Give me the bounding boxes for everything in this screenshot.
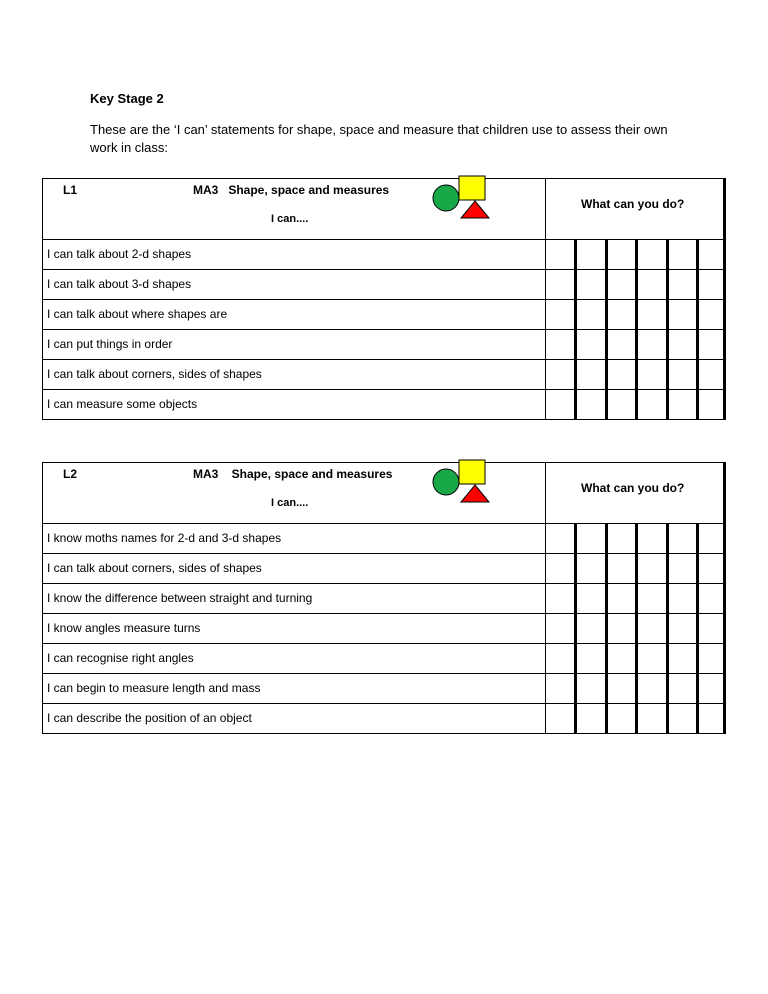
tick-column-divider	[635, 644, 638, 673]
statement-text: I can put things in order	[43, 330, 546, 359]
tick-column-divider	[635, 300, 638, 329]
tick-column-divider	[574, 270, 577, 299]
tick-column-divider	[696, 584, 699, 613]
tick-column-divider	[696, 360, 699, 389]
tick-column-divider	[666, 524, 669, 553]
tick-column-divider	[666, 360, 669, 389]
tick-column-divider	[666, 674, 669, 703]
tick-column-divider	[605, 584, 608, 613]
tick-column-divider	[605, 300, 608, 329]
tick-column-divider	[666, 330, 669, 359]
tick-column-divider	[666, 240, 669, 269]
tick-boxes	[546, 390, 723, 419]
page-heading: Key Stage 2	[90, 91, 164, 106]
tick-column-divider	[574, 524, 577, 553]
tick-boxes	[546, 704, 723, 733]
tick-column-divider	[696, 300, 699, 329]
tick-column-divider	[635, 240, 638, 269]
tick-column-divider	[696, 644, 699, 673]
tick-column-divider	[605, 614, 608, 643]
tick-column-divider	[605, 554, 608, 583]
what-can-you-do-label: What can you do?	[581, 481, 685, 495]
tick-boxes	[546, 554, 723, 583]
tick-column-divider	[574, 390, 577, 419]
tick-column-divider	[696, 270, 699, 299]
table-header	[42, 178, 726, 240]
tick-column-divider	[574, 554, 577, 583]
tick-boxes	[546, 614, 723, 643]
tick-column-divider	[666, 554, 669, 583]
tick-column-divider	[635, 360, 638, 389]
tick-column-divider	[696, 554, 699, 583]
statement-text: I can talk about where shapes are	[43, 300, 546, 329]
tick-column-divider	[696, 390, 699, 419]
statement-text: I know moths names for 2-d and 3-d shapes	[43, 524, 546, 553]
tick-column-divider	[574, 614, 577, 643]
tick-column-divider	[666, 614, 669, 643]
tick-column-divider	[666, 390, 669, 419]
tick-column-divider	[635, 390, 638, 419]
tick-column-divider	[696, 704, 699, 733]
tick-column-divider	[574, 704, 577, 733]
statement-text: I can begin to measure length and mass	[43, 674, 546, 703]
statement-row	[42, 240, 726, 270]
tick-boxes	[546, 360, 723, 389]
shapes-icon	[431, 459, 491, 509]
circle-shape	[433, 469, 459, 495]
tick-column-divider	[666, 644, 669, 673]
statement-row	[42, 614, 726, 644]
tick-column-divider	[574, 584, 577, 613]
statement-text: I can measure some objects	[43, 390, 546, 419]
tick-column-divider	[696, 614, 699, 643]
tick-column-divider	[696, 524, 699, 553]
tick-column-divider	[666, 704, 669, 733]
statement-row	[42, 390, 726, 420]
tick-column-divider	[666, 300, 669, 329]
tick-boxes	[546, 240, 723, 269]
header-left-cell	[43, 179, 546, 239]
statement-row	[42, 674, 726, 704]
table-header	[42, 462, 726, 524]
tick-boxes	[546, 644, 723, 673]
statement-row	[42, 300, 726, 330]
tick-column-divider	[605, 524, 608, 553]
statement-row	[42, 704, 726, 734]
i-can-label: I can....	[271, 497, 309, 509]
strand-title: MA3 Shape, space and measures	[193, 467, 393, 481]
statement-row	[42, 330, 726, 360]
tick-column-divider	[605, 674, 608, 703]
tick-boxes	[546, 270, 723, 299]
tick-column-divider	[574, 240, 577, 269]
what-can-you-do-label: What can you do?	[581, 197, 685, 211]
assessment-table-l2	[42, 462, 726, 734]
tick-column-divider	[635, 554, 638, 583]
tick-boxes	[546, 330, 723, 359]
strand-title: MA3 Shape, space and measures	[193, 183, 390, 197]
tick-column-divider	[696, 674, 699, 703]
tick-column-divider	[696, 240, 699, 269]
tick-column-divider	[574, 644, 577, 673]
header-left-cell	[43, 463, 546, 523]
statement-text: I know angles measure turns	[43, 614, 546, 643]
shapes-icon	[431, 175, 491, 225]
tick-column-divider	[605, 270, 608, 299]
tick-column-divider	[605, 240, 608, 269]
triangle-shape	[461, 485, 489, 502]
tick-boxes	[546, 300, 723, 329]
tick-column-divider	[605, 644, 608, 673]
statement-row	[42, 360, 726, 390]
statement-text: I know the difference between straight and turning	[43, 584, 546, 613]
level-label: L1	[63, 183, 78, 197]
statement-text: I can talk about 2-d shapes	[43, 240, 546, 269]
statement-row	[42, 270, 726, 300]
tick-column-divider	[635, 614, 638, 643]
statement-row	[42, 554, 726, 584]
tick-column-divider	[635, 674, 638, 703]
i-can-label: I can....	[271, 213, 309, 225]
level-label: L2	[63, 467, 78, 481]
statement-text: I can describe the position of an object	[43, 704, 546, 733]
statement-text: I can talk about corners, sides of shapes	[43, 554, 546, 583]
tick-column-divider	[635, 704, 638, 733]
tick-column-divider	[605, 360, 608, 389]
tick-column-divider	[574, 674, 577, 703]
intro-text: These are the ‘I can’ statements for shape, space and measure that children use to assess their own work in class:	[90, 122, 668, 155]
tick-column-divider	[605, 704, 608, 733]
square-shape	[459, 176, 485, 200]
triangle-shape	[461, 201, 489, 218]
tick-column-divider	[696, 330, 699, 359]
tick-column-divider	[635, 584, 638, 613]
square-shape	[459, 460, 485, 484]
tick-column-divider	[635, 270, 638, 299]
tick-column-divider	[574, 330, 577, 359]
tick-column-divider	[635, 330, 638, 359]
tick-column-divider	[605, 330, 608, 359]
circle-shape	[433, 185, 459, 211]
tick-column-divider	[574, 300, 577, 329]
statement-row	[42, 644, 726, 674]
tick-column-divider	[666, 270, 669, 299]
tick-boxes	[546, 584, 723, 613]
statement-text: I can recognise right angles	[43, 644, 546, 673]
tick-boxes	[546, 524, 723, 553]
statement-row	[42, 584, 726, 614]
tick-column-divider	[574, 360, 577, 389]
statement-text: I can talk about corners, sides of shapes	[43, 360, 546, 389]
tick-column-divider	[635, 524, 638, 553]
statement-row	[42, 524, 726, 554]
assessment-table-l1	[42, 178, 726, 420]
tick-column-divider	[605, 390, 608, 419]
statement-text: I can talk about 3-d shapes	[43, 270, 546, 299]
tick-column-divider	[666, 584, 669, 613]
tick-boxes	[546, 674, 723, 703]
